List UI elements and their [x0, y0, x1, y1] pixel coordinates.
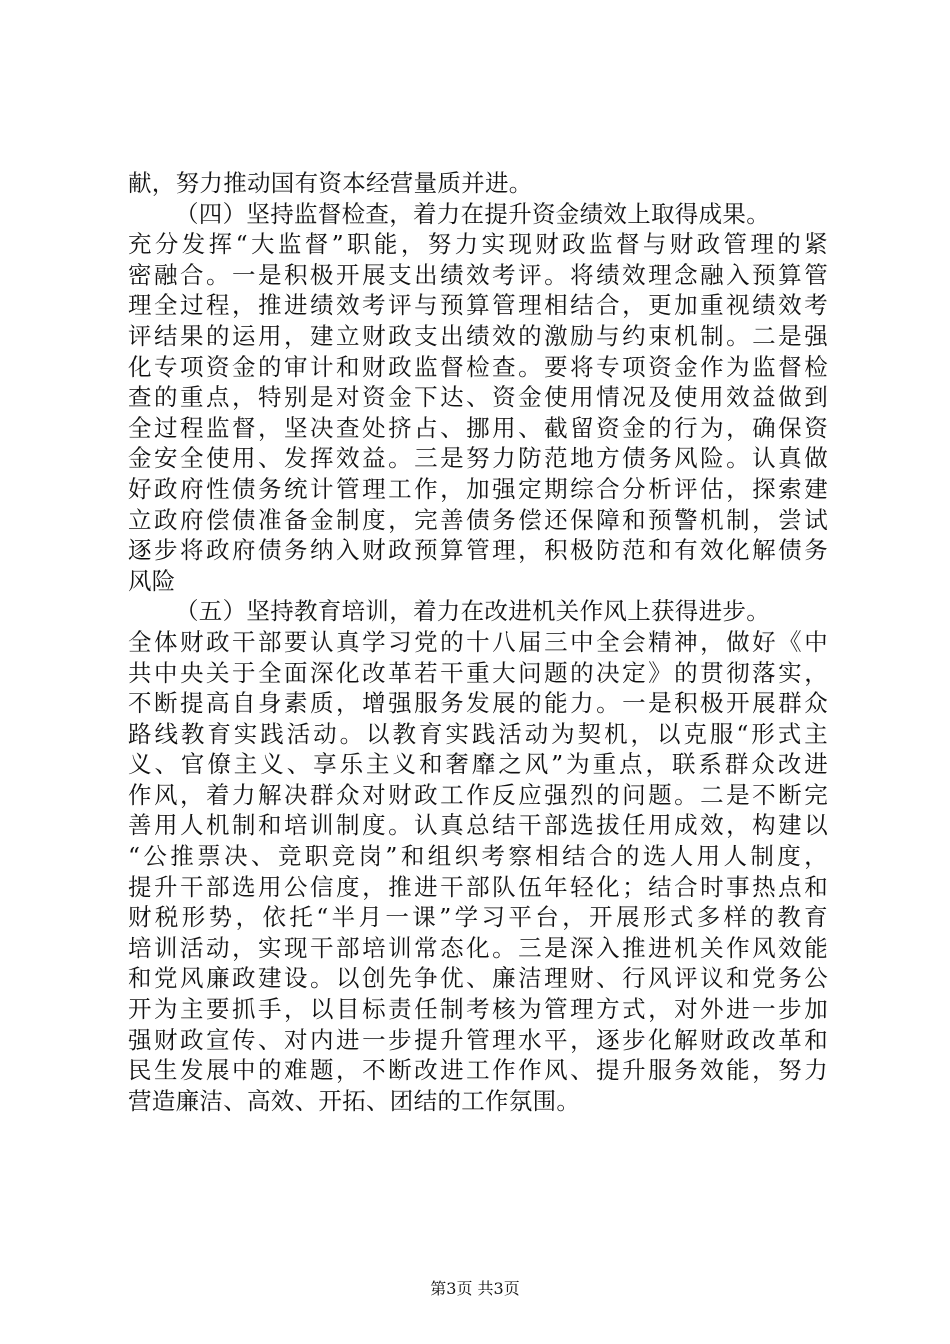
text-line: 全体财政干部要认真学习党的十八届三中全会精神，做好《中 — [128, 627, 828, 656]
text-line: 立政府偿债准备金制度，完善债务偿还保障和预警机制，尝试 — [128, 505, 828, 534]
text-line: 充分发挥“大监督”职能，努力实现财政监督与财政管理的紧 — [128, 230, 828, 259]
text-line: 评结果的运用，建立财政支出绩效的激励与约束机制。二是强 — [128, 321, 828, 350]
body-text — [128, 168, 828, 1116]
text-line: 作风，着力解决群众对财政工作反应强烈的问题。二是不断完 — [128, 780, 828, 809]
text-line: 共中央关于全面深化改革若干重大问题的决定》的贯彻落实， — [128, 658, 828, 687]
text-line: 金安全使用、发挥效益。三是努力防范地方债务风险。认真做 — [128, 444, 828, 473]
section-heading-5: （五）坚持教育培训，着力在改进机关作风上获得进步。 — [175, 597, 770, 626]
text-line: 财税形势，依托“半月一课”学习平台，开展形式多样的教育 — [128, 903, 828, 932]
text-line: 营造廉洁、高效、开拓、团结的工作氛围。 — [128, 1086, 581, 1115]
text-line: 和党风廉政建设。以创先争优、廉洁理财、行风评议和党务公 — [128, 964, 828, 993]
text-line: 密融合。一是积极开展支出绩效考评。将绩效理念融入预算管 — [128, 260, 828, 289]
text-line: 不断提高自身素质，增强服务发展的能力。一是积极开展群众 — [128, 689, 828, 718]
text-line: 路线教育实践活动。以教育实践活动为契机，以克服“形式主 — [128, 719, 828, 748]
text-line: “公推票决、竞职竞岗”和组织考察相结合的选人用人制度， — [128, 842, 828, 871]
text-line: 善用人机制和培训制度。认真总结干部选拔任用成效，构建以 — [128, 811, 828, 840]
text-line: 提升干部选用公信度，推进干部队伍年轻化；结合时事热点和 — [128, 872, 828, 901]
section-heading-4: （四）坚持监督检查，着力在提升资金绩效上取得成果。 — [175, 199, 770, 228]
text-line: 查的重点，特别是对资金下达、资金使用情况及使用效益做到 — [128, 383, 828, 412]
text-line: 理全过程，推进绩效考评与预算管理相结合，更加重视绩效考 — [128, 291, 828, 320]
text-line: 民生发展中的难题，不断改进工作作风、提升服务效能，努力 — [128, 1056, 828, 1085]
text-line: 逐步将政府债务纳入财政预算管理，积极防范和有效化解债务 — [128, 536, 828, 565]
text-line: 强财政宣传、对内进一步提升管理水平，逐步化解财政改革和 — [128, 1025, 828, 1054]
text-line: 风险 — [128, 566, 176, 595]
text-line: 化专项资金的审计和财政监督检查。要将专项资金作为监督检 — [128, 352, 828, 381]
text-line: 全过程监督，坚决查处挤占、挪用、截留资金的行为，确保资 — [128, 413, 828, 442]
text-line: 献，努力推动国有资本经营量质并进。 — [128, 169, 533, 197]
text-line: 义、官僚主义、享乐主义和奢靡之风”为重点，联系群众改进 — [128, 750, 828, 779]
page-number-footer: 第3页 共3页 — [430, 1279, 520, 1298]
text-line: 好政府性债务统计管理工作，加强定期综合分析评估，探索建 — [128, 474, 828, 503]
text-line: 培训活动，实现干部培训常态化。三是深入推进机关作风效能 — [128, 933, 828, 962]
text-line: 开为主要抓手，以目标责任制考核为管理方式，对外进一步加 — [128, 995, 828, 1024]
